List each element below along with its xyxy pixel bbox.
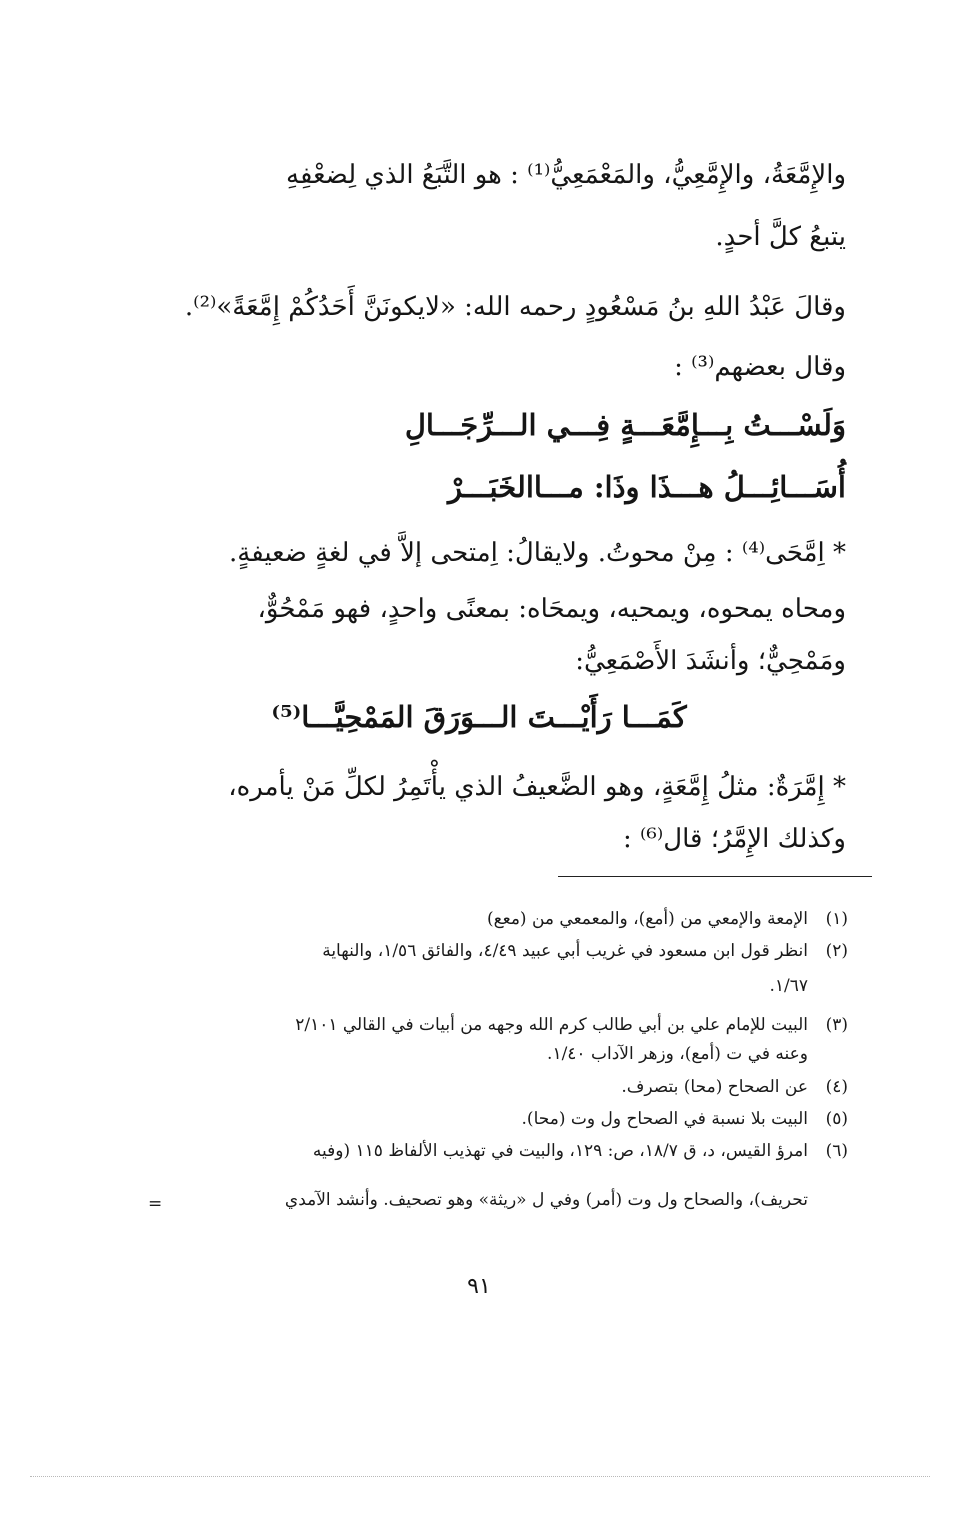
footnote-6-continuation: تحريف)، والصحاح ول وت (أمر) وفي ل «ريثة» وهو تصحيف. وأنشد الآمدي xyxy=(284,1190,808,1210)
body-line-9: ومَمْحِيٌّ؛ وأنشَدَ الأَصْمَعِيُّ: xyxy=(575,646,846,676)
footnote-2-continuation: ١/٦٧. xyxy=(769,976,808,996)
footnote-text: البيت للإمام علي بن أبي طالب كرم الله وجهه من أبيات في القالي ٢/١٠١ xyxy=(295,1015,808,1035)
scan-border-dots xyxy=(30,1476,930,1477)
body-line-2: يتبعُ كلَّ أحدٍ. xyxy=(715,222,846,252)
body-line-7: * اِمَّحَى⁽⁴⁾ : مِنْ محوتُ. ولايقالُ: اِمتحى إلاَّ في لغةٍ ضعيفةٍ. xyxy=(228,538,846,568)
footnote-number: (٥) xyxy=(825,1109,848,1129)
footnote-number: (٣) xyxy=(825,1015,848,1035)
footnote-text: عن الصحاح (محا) بتصرف. xyxy=(621,1077,808,1097)
body-line-8: ومحاه يمحوه، ويمحيه، ويمحَاه: بمعنًى واحدٍ، فهو مَمْحُوٌّ، xyxy=(257,594,846,624)
body-line-12: وكذلك الإِمَّرُ؛ قال⁽⁶⁾ : xyxy=(622,824,846,854)
body-line-4: وقال بعضهم⁽³⁾ : xyxy=(674,352,846,382)
footnote-text: الإمعة والإمعي من (أمع)، والمعمعي من (معع) xyxy=(486,909,808,929)
footnote-text: انظر قول ابن مسعود في غريب أبي عبيد ٤/٤٩، والفائق ١/٥٦، والنهاية xyxy=(322,941,808,961)
footnote-number: (٢) xyxy=(825,941,848,961)
footnote-text: البيت بلا نسبة في الصحاح ول وت (محا). xyxy=(521,1109,808,1129)
footnote-number: (١) xyxy=(825,909,848,929)
footnote-3-continuation: وعنه في ت (أمع)، وزهر الآداب ١/٤٠. xyxy=(547,1044,808,1064)
body-line-11: * إِمَّرَةٌ: مثلُ إِمَّعَةٍ، وهو الضَّعيفُ الذي يأْتَمِرُ لكلِّ مَنْ يأمره، xyxy=(228,772,846,802)
continuation-mark: = xyxy=(148,1194,163,1214)
footnote-number: (٤) xyxy=(825,1077,848,1097)
footnote-separator xyxy=(558,876,872,877)
page-number: ٩١ xyxy=(467,1274,491,1299)
verse-line-2: أُسَـــائِـــلُ هـــذَا وذَا: مـــاالخَبَـــرْ xyxy=(448,470,846,504)
verse-line-3: كَمَـــا رَأَيْـــتَ الـــوَرَقَ المَمْحِيَّـــا⁽⁵⁾ xyxy=(271,700,687,734)
footnote-text: امرؤ القيس، د، ق ١٨/٧، ص: ١٢٩، والبيت في تهذيب الألفاظ ١١٥ (وفيه xyxy=(312,1141,808,1161)
footnote-number: (٦) xyxy=(825,1141,848,1161)
body-line-1: والإِمَّعَةُ، والإِمَّعِيُّ، والمَعْمَعِيُّ⁽¹⁾ : هو التَّبَعُ الذي لِضعْفِهِ xyxy=(286,160,846,190)
verse-line-1: وَلَسْـــتُ بِـــإِمَّعَـــةٍ فِـــي الـــرِّجَـــالِ xyxy=(404,408,846,442)
body-line-3: وقالَ عَبْدُ اللهِ بنُ مَسْعُودٍ رحمه الله: «لايكونَنَّ أَحَدُكُمْ إِمَّعَةً»⁽²⁾. xyxy=(184,292,846,322)
